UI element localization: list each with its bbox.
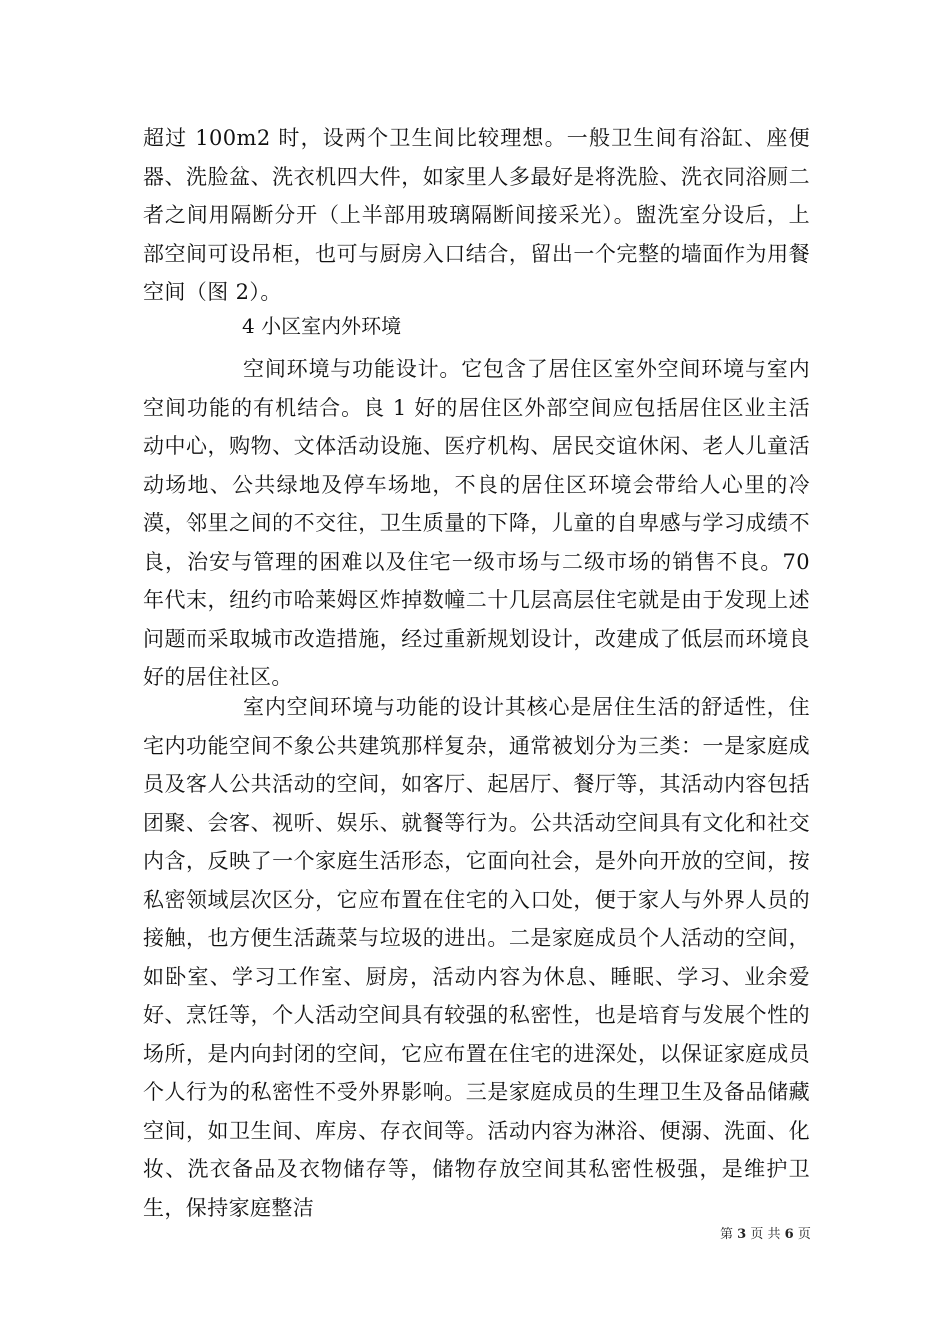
paragraph-outdoor-environment: 空间环境与功能设计。它包含了居住区室外空间环境与室内空间功能的有机结合。良 1 好的居住区外部空间应包括居住区业主活动中心，购物、文体活动设施、医疗机构、居民交谊休闲、老人儿童活动场地、公共绿地及停车场地，不良的居住区环境会带给人心里的冷漠，邻里之间的不交往，卫生质量的下降，儿童的自卑感与学习成绩不良，治安与管理的困难以及住宅一级市场与二级市场的销售不良。70 年代末，纽约市哈莱姆区炸掉数幢二十几层高层住宅就是由于发现上述问题而采取城市改造措施，经过重新规划设计，改建成了低层而环境良好的居住社区。 [143, 357, 810, 689]
paragraph-continuation: 超过 100m2 时，设两个卫生间比较理想。一般卫生间有浴缸、座便器、洗脸盆、洗衣机四大件，如家里人多最好是将洗脸、洗衣同浴厕二者之间用隔断分开（上半部用玻璃隔断间接采光）。盥洗室分设后，上部空间可设吊柜，也可与厨房入口结合，留出一个完整的墙面作为用餐空间（图 2）。 [143, 126, 810, 304]
paragraph-indoor-environment: 室内空间环境与功能的设计其核心是居住生活的舒适性，住宅内功能空间不象公共建筑那样复杂，通常被划分为三类：一是家庭成员及客人公共活动的空间，如客厅、起居厅、餐厅等，其活动内容包括团聚、会客、视听、娱乐、就餐等行为。公共活动空间具有文化和社交内含，反映了一个家庭生活形态，它面向社会，是外向开放的空间，按私密领域层次区分，它应布置在住宅的入口处，便于家人与外界人员的接触，也方便生活蔬菜与垃圾的进出。二是家庭成员个人活动的空间，如卧室、学习工作室、厨房，活动内容为休息、睡眠、学习、业余爱好、烹饪等，个人活动空间具有较强的私密性，也是培育与发展个性的场所，是内向封闭的空间，它应布置在住宅的进深处，以保证家庭成员个人行为的私密性不受外界影响。三是家庭成员的生理卫生及备品储藏空间，如卫生间、库房、存衣间等。活动内容为淋浴、便溺、洗面、化妆、洗衣备品及衣物储存等，储物存放空间其私密性极强，是维护卫生，保持家庭整洁 [143, 695, 810, 1220]
page-number-footer [720, 1223, 811, 1242]
footer-prefix: 第 [720, 1227, 734, 1242]
section-heading: 4 小区室内外环境 [242, 314, 402, 338]
footer-current-page: 3 [737, 1227, 747, 1242]
footer-suffix: 页 [797, 1227, 811, 1242]
footer-total-pages: 6 [784, 1227, 794, 1242]
footer-middle: 页 共 [750, 1227, 781, 1242]
